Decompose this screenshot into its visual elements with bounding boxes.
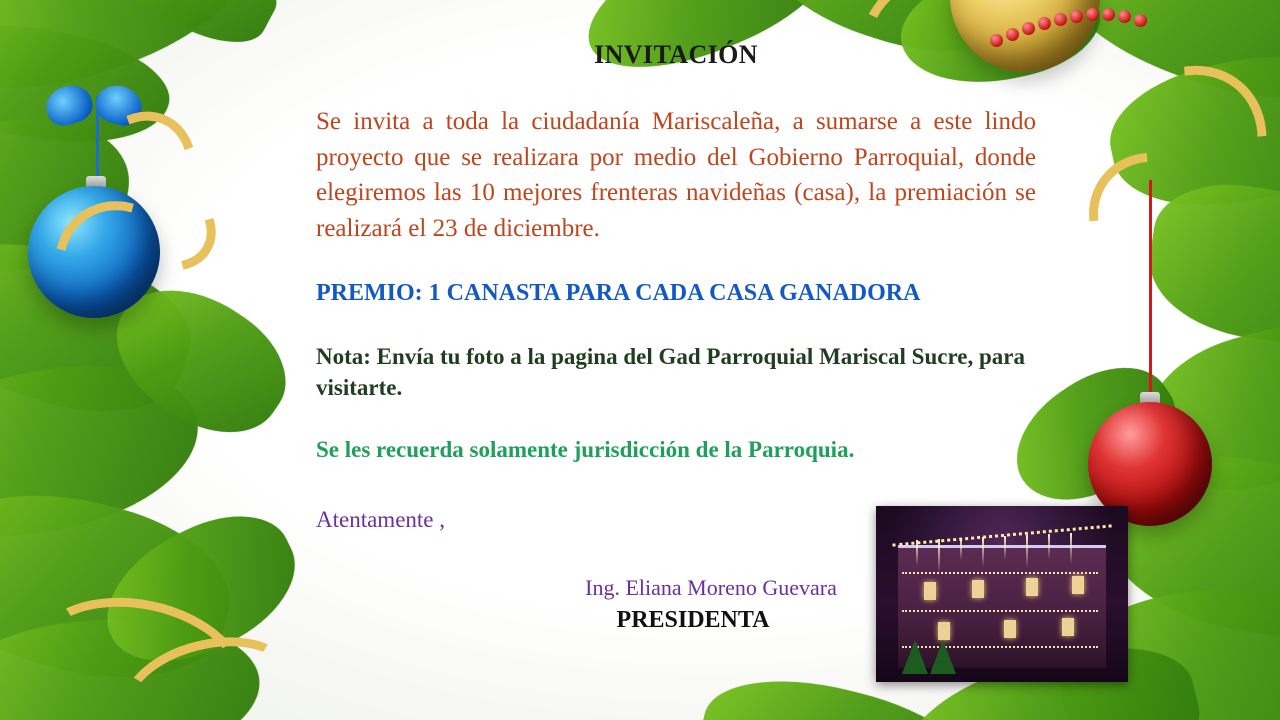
- christmas-tree-icon: [930, 640, 956, 674]
- icicle-light: [960, 538, 962, 560]
- decorated-house-photo: [876, 506, 1128, 682]
- icicle-light: [1070, 533, 1072, 564]
- bead-icon: [1118, 10, 1131, 23]
- lit-window: [924, 582, 936, 600]
- light-string: [902, 610, 1098, 612]
- signature-name: Ing. Eliana Moreno Guevara: [585, 575, 837, 601]
- page-title: INVITACIÓN: [594, 40, 758, 69]
- bead-icon: [1054, 13, 1067, 26]
- sincerely-line: Atentamente ,: [316, 507, 446, 533]
- bead-icon: [1086, 8, 1099, 21]
- invitation-paragraph: Se invita a toda la ciudadanía Mariscaleña, a sumarse a este lindo proyecto que se realizara por medio del Gobierno Parroquial, donde elegiremos las 10 mejores frenteras navideñas (casa), la premiación se realizará el 23 de diciembre.: [316, 108, 1036, 242]
- lit-window: [1026, 578, 1038, 596]
- bead-icon: [1070, 10, 1083, 23]
- icicle-light: [1004, 536, 1006, 560]
- christmas-tree-icon: [902, 640, 928, 674]
- prize-line: PREMIO: 1 CANASTA PARA CADA CASA GANADORA: [316, 280, 921, 306]
- lit-window: [1004, 620, 1016, 638]
- roof-light-string: [892, 524, 1111, 546]
- icicle-light: [916, 540, 918, 566]
- reminder-line: Se les recuerda solamente jurisdicción de la Parroquia.: [316, 437, 855, 463]
- lit-window: [938, 622, 950, 640]
- lit-window: [1072, 576, 1084, 594]
- lit-window: [972, 580, 984, 598]
- bead-icon: [1134, 14, 1147, 27]
- bead-icon: [1038, 17, 1051, 30]
- icicle-light: [1026, 535, 1028, 568]
- icicle-light: [982, 537, 984, 567]
- bead-icon: [1102, 8, 1115, 21]
- icicle-light: [1048, 534, 1050, 559]
- icicle-light: [938, 539, 940, 573]
- signature-role: PRESIDENTA: [616, 607, 770, 634]
- bead-icon: [1022, 22, 1035, 35]
- lit-window: [1062, 618, 1074, 636]
- light-string: [902, 572, 1098, 574]
- note-line: Nota: Envía tu foto a la pagina del Gad Parroquial Mariscal Sucre, para visitarte.: [316, 344, 1025, 401]
